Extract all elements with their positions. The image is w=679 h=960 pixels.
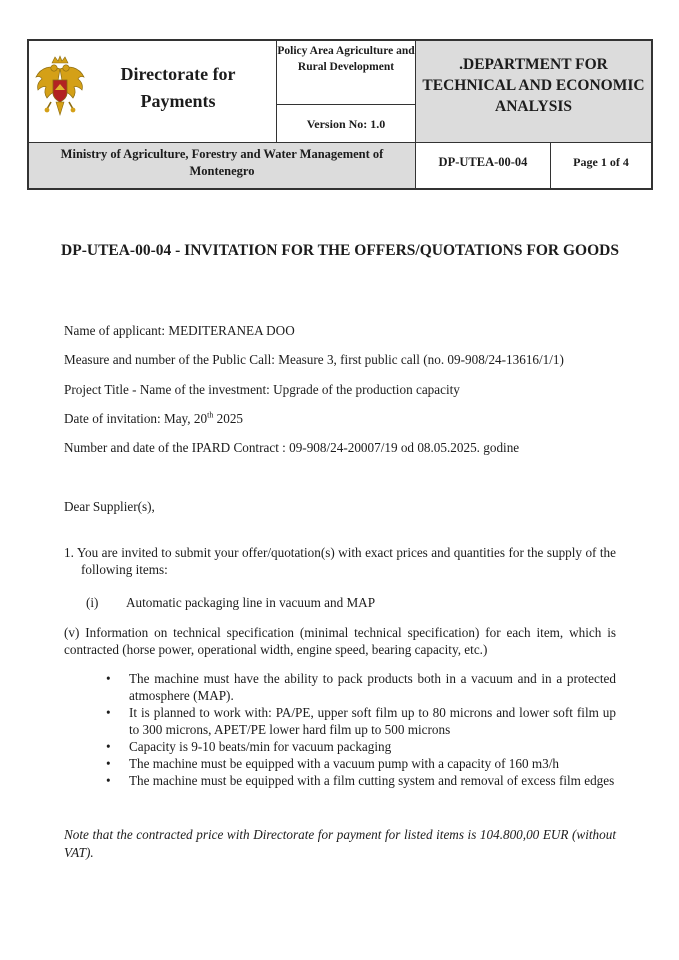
date-ordinal: th bbox=[207, 410, 214, 420]
version-cell bbox=[277, 105, 416, 143]
item-text: Automatic packaging line in vacuum and MAP bbox=[126, 595, 376, 610]
page-number-label: Page 1 of 4 bbox=[573, 155, 629, 169]
applicant-field: Name of applicant: MEDITERANEA DOO bbox=[64, 323, 295, 338]
policy-area-cell bbox=[277, 41, 416, 105]
list-item: • Capacity is 9-10 beats/min for vacuum packaging bbox=[106, 739, 392, 754]
date-suffix: 2025 bbox=[213, 411, 243, 426]
department-title: .DEPARTMENT FOR TECHNICAL AND ECONOMIC ANALYSIS bbox=[422, 56, 645, 115]
directorate-cell bbox=[29, 41, 277, 143]
policy-area-label: Policy Area Agriculture and Rural Development bbox=[277, 45, 415, 73]
bullet-icon: • bbox=[106, 756, 111, 771]
directorate-title: Directorate for Payments bbox=[120, 64, 236, 111]
bullet-icon: • bbox=[106, 705, 111, 720]
contract-field: Number and date of the IPARD Contract : 09-908/24-20007/19 od 08.05.2025. godine bbox=[64, 440, 520, 455]
header-table bbox=[27, 39, 653, 190]
department-cell bbox=[416, 41, 651, 143]
public-call-field: Measure and number of the Public Call: Measure 3, first public call (no. 09-908/24-13616/1/1) bbox=[64, 352, 564, 367]
ministry-cell bbox=[29, 143, 416, 188]
list-item: • It is planned to work with: PA/PE, upper soft film up to 80 microns and lower soft film up to 300 microns, APET/PE lower hard film up to 500 microns bbox=[106, 705, 616, 737]
date-prefix: Date of invitation: May, 20 bbox=[64, 411, 208, 426]
list-item bbox=[86, 595, 375, 611]
item-number: (i) bbox=[86, 595, 99, 610]
spec-bullet-list bbox=[106, 670, 616, 789]
bullet-icon: • bbox=[106, 671, 111, 686]
montenegro-coat-of-arms-icon bbox=[33, 55, 87, 121]
intro-paragraph: 1. You are invited to submit your offer/quotation(s) with exact prices and quantities for the supply of the following items: bbox=[64, 545, 616, 577]
document-title: DP-UTEA-00-04 - INVITATION FOR THE OFFERS/QUOTATIONS FOR GOODS bbox=[61, 242, 619, 259]
project-title-field: Project Title - Name of the investment: Upgrade of the production capacity bbox=[64, 382, 460, 397]
list-item: • The machine must have the ability to pack products both in a vacuum and in a protected atmosphere (MAP). bbox=[106, 671, 616, 703]
page-number-cell bbox=[551, 143, 651, 188]
invitation-date-field bbox=[64, 411, 243, 427]
version-label: Version No: 1.0 bbox=[306, 117, 386, 131]
list-item: • The machine must be equipped with a vacuum pump with a capacity of 160 m3/h bbox=[106, 756, 559, 771]
bullet-icon: • bbox=[106, 739, 111, 754]
list-item: • The machine must be equipped with a film cutting system and removal of excess film edges bbox=[106, 773, 615, 788]
price-note: Note that the contracted price with Directorate for payment for listed items is 104.800,00 EUR (without VAT). bbox=[64, 827, 616, 860]
bullet-icon: • bbox=[106, 773, 111, 788]
doc-code-label: DP-UTEA-00-04 bbox=[438, 155, 528, 169]
greeting: Dear Supplier(s), bbox=[64, 499, 155, 514]
doc-code-cell bbox=[416, 143, 551, 188]
spec-intro-paragraph: (v) Information on technical specification (minimal technical specification) for each item, which is contracted (horse power, operational width, engine speed, bearing capacity, etc.) bbox=[64, 625, 616, 657]
ministry-label: Ministry of Agriculture, Forestry and Water Management of Montenegro bbox=[60, 147, 384, 178]
